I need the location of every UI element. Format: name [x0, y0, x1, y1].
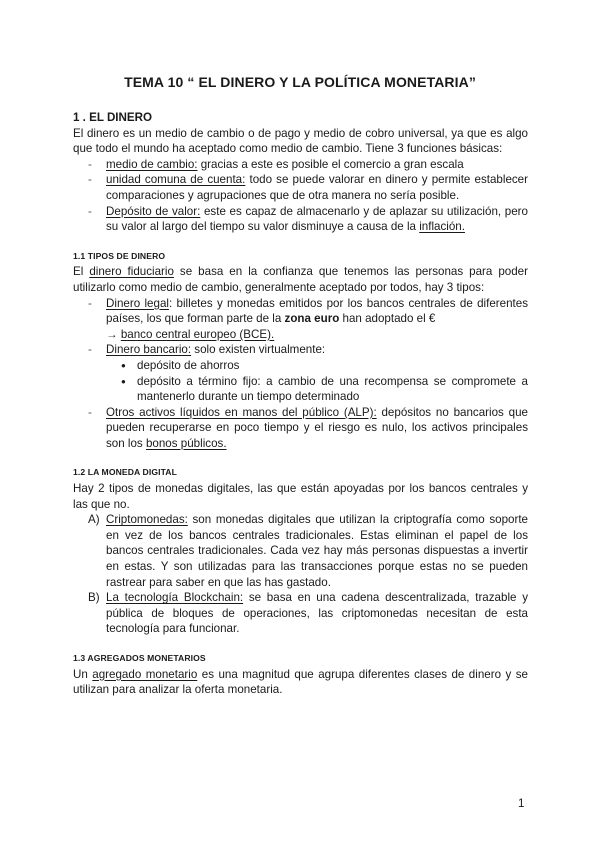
term-underlined: dinero fiduciario [89, 265, 174, 279]
document-body [73, 110, 528, 698]
list-funciones [73, 157, 528, 235]
list-item-text: depósitos no bancarios que pueden recuperarse en poco tiempo y el riesgo es nulo, los activos principales son los [106, 405, 528, 450]
term-underlined: Otros activos líquidos en manos del público (ALP): [106, 405, 377, 419]
term-underlined: medio de cambio: [106, 157, 198, 171]
list-item [106, 296, 528, 343]
list-item [88, 590, 528, 637]
paragraph-agregados [73, 667, 528, 698]
list-item-text: gracias a este es posible el comercio a gran escala [197, 157, 464, 171]
text: se basa en la confianza que tenemos las personas para poder utilizarlo como medio de cambio, generalmente aceptado por todos, hay 3 tipos: [73, 265, 528, 294]
list-item-text: solo existen virtualmente: [191, 343, 326, 357]
list-item [88, 512, 528, 590]
list-item [106, 342, 528, 404]
text: Un [73, 667, 93, 681]
paragraph-moneda-intro: Hay 2 tipos de monedas digitales, las que están apoyadas por los bancos centrales y las que no. [73, 482, 528, 511]
list-monedas [73, 512, 528, 637]
text: El [73, 265, 90, 279]
term-underlined: Depósito de valor: [106, 204, 201, 218]
sublist-item: ● depósito a término fijo: a cambio de una recompensa se compromete a mantenerlo durante un tiempo determinado [137, 374, 528, 405]
list-item-text: este es capaz de almacenarlo y de aplazar su utilización, pero su valor al largo del tiempo su valor disminuye a causa de la [106, 204, 528, 234]
list-marker: B) [88, 591, 100, 605]
list-item [106, 172, 528, 203]
page-number: 1 [518, 797, 525, 810]
term-underlined: La tecnología Blockchain: [106, 591, 244, 605]
list-tipos [73, 296, 528, 452]
section-heading-moneda-digital: 1.2 LA MONEDA DIGITAL [73, 467, 177, 478]
sublist-item: ● depósito de ahorros [137, 358, 528, 374]
list-item-text: : billetes y monedas emitidos por los bancos centrales de diferentes países, los que forman parte de la [106, 296, 529, 326]
list-marker: A) [88, 513, 100, 527]
list-item [106, 204, 528, 235]
arrow-icon: → [106, 327, 121, 341]
term-underlined: Dinero bancario: [106, 343, 192, 357]
term-underlined: agregado monetario [92, 667, 198, 681]
term-underlined: inflación. [419, 220, 465, 234]
term-underlined: unidad comuna de cuenta: [106, 173, 246, 187]
text: es una magnitud que agrupa diferentes clases de dinero y se utilizan para analizar la oferta monetaria. [73, 667, 528, 697]
term-underlined: banco central europeo (BCE). [120, 327, 275, 341]
term-underlined: Dinero legal [106, 296, 169, 310]
document-title: TEMA 10 “ EL DINERO Y LA POLÍTICA MONETARIA” [124, 74, 476, 90]
list-item-text: han adoptado el € [339, 312, 436, 326]
section-heading-dinero: 1 . EL DINERO [73, 111, 153, 124]
section-heading-agregados: 1.3 AGREGADOS MONETARIOS [73, 653, 206, 663]
list-item-text: se basa en una cadena descentralizada, trazable y pública de bloques de operaciones, las criptomonedas necesitan de esta tecnología para funcionar. [106, 591, 528, 636]
list-item [106, 405, 528, 452]
paragraph-dinero-intro: El dinero es un medio de cambio o de pago y medio de cobro universal, ya que es algo que todo el mundo ha aceptado como medio de cambio. Tiene 3 funciones básicas: [73, 126, 528, 156]
paragraph-tipos-intro [73, 264, 528, 295]
section-heading-tipos: 1.1 TIPOS DE DINERO [73, 250, 166, 261]
term-underlined: Criptomonedas: [106, 513, 188, 527]
term-underlined: bonos públicos. [145, 436, 227, 450]
bold-term: zona euro [284, 312, 340, 326]
list-item [106, 157, 528, 173]
list-item-text: todo se puede valorar en dinero y permite establecer comparaciones y agrupaciones que de otra manera no sería posible. [106, 173, 528, 202]
list-item-text: son monedas digitales que utilizan la criptografía como soporte en vez de los bancos centrales tradicionales. Estas eliminan el papel de los bancos centrales tradicionales. Cada vez hay más personas dispuestas a invertir en estas. Y son utilizadas para las transacciones porque estas no se pueden rastrear para saber en que las has gastado. [106, 513, 528, 589]
sublist-bancario [106, 358, 528, 405]
